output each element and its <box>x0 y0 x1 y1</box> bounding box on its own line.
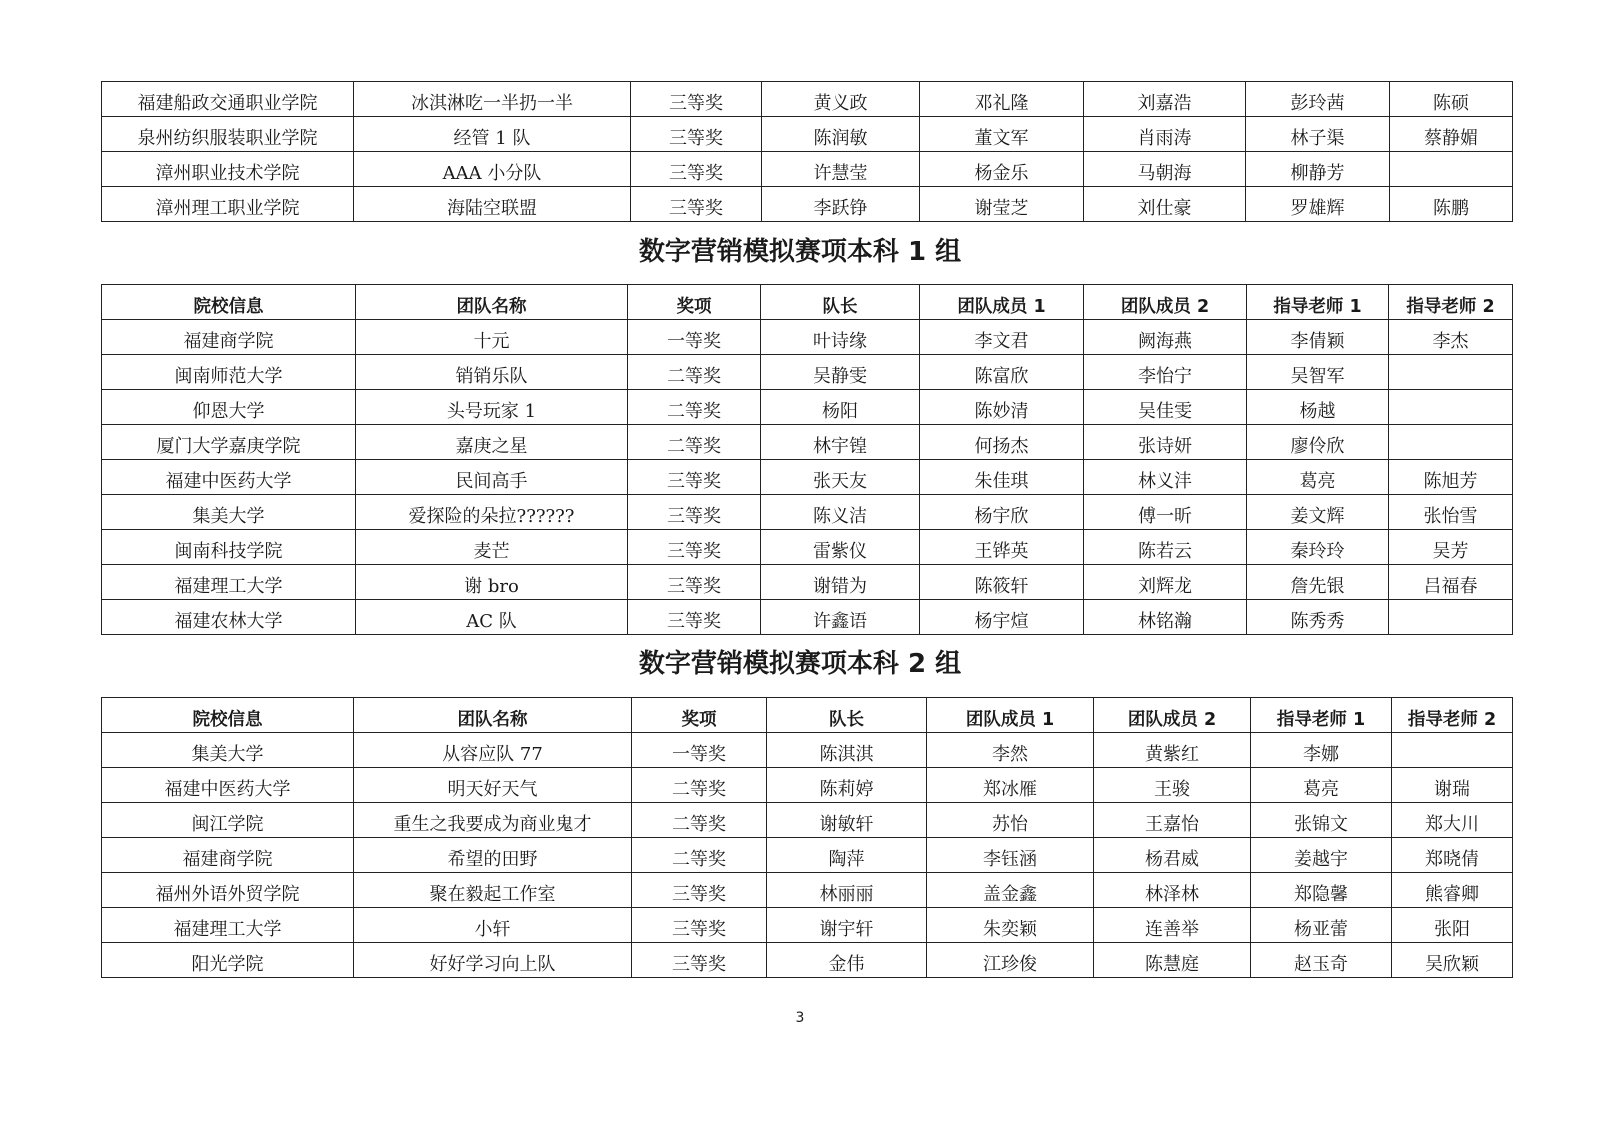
table-cell: 希望的田野 <box>354 838 632 873</box>
table-cell: 廖伶欣 <box>1247 425 1389 460</box>
column-header: 团队名称 <box>354 698 632 733</box>
table-cell: 陈义洁 <box>761 495 920 530</box>
table-cell: 江珍俊 <box>927 943 1094 978</box>
table-cell: 陈旭芳 <box>1389 460 1513 495</box>
table-cell: 何扬杰 <box>920 425 1084 460</box>
table-cell: 罗雄辉 <box>1246 187 1390 222</box>
table-cell: 杨金乐 <box>920 152 1084 187</box>
table-row <box>102 803 1513 838</box>
table-cell: 福建农林大学 <box>102 600 356 635</box>
table-cell: 三等奖 <box>628 460 761 495</box>
column-header: 奖项 <box>632 698 767 733</box>
table-cell: 蔡静媚 <box>1390 117 1513 152</box>
table-cell: 叶诗缘 <box>761 320 920 355</box>
table-cell: 一等奖 <box>632 733 767 768</box>
table-cell: 阙海燕 <box>1084 320 1247 355</box>
table-cell: 杨宇煊 <box>920 600 1084 635</box>
table-cell: 谢宇轩 <box>767 908 927 943</box>
table-cell: 仰恩大学 <box>102 390 356 425</box>
table-cell: 福建中医药大学 <box>102 768 354 803</box>
table-cell: 三等奖 <box>631 82 762 117</box>
table-cell: 张天友 <box>761 460 920 495</box>
table-cell: 吴芳 <box>1389 530 1513 565</box>
table-cell: 葛亮 <box>1251 768 1392 803</box>
table-cell: 二等奖 <box>628 355 761 390</box>
table-cell <box>1389 390 1513 425</box>
table-cell: 从容应队 77 <box>354 733 632 768</box>
table-cell: 林丽丽 <box>767 873 927 908</box>
table-body <box>102 733 1513 978</box>
table-cell: 三等奖 <box>632 943 767 978</box>
table-cell: 张锦文 <box>1251 803 1392 838</box>
column-header: 院校信息 <box>102 698 354 733</box>
table-cell: 三等奖 <box>628 495 761 530</box>
table-cell: 三等奖 <box>628 565 761 600</box>
table-row <box>102 838 1513 873</box>
table-cell: 陈筱轩 <box>920 565 1084 600</box>
column-header: 指导老师 2 <box>1392 698 1513 733</box>
table-cell: 闽南科技学院 <box>102 530 356 565</box>
table-cell: 陈硕 <box>1390 82 1513 117</box>
table-cell: 陈淇淇 <box>767 733 927 768</box>
table-row <box>102 908 1513 943</box>
table-cell: 李钰涵 <box>927 838 1094 873</box>
table-cell: 刘嘉浩 <box>1084 82 1246 117</box>
table-row <box>102 82 1513 117</box>
table-cell: 二等奖 <box>632 803 767 838</box>
table-cell: 一等奖 <box>628 320 761 355</box>
table-cell: 谢莹芝 <box>920 187 1084 222</box>
table-cell: 苏怡 <box>927 803 1094 838</box>
table-row <box>102 187 1513 222</box>
table-cell: 闽南师范大学 <box>102 355 356 390</box>
header-row <box>102 698 1513 733</box>
table-cell: 黄紫红 <box>1094 733 1251 768</box>
table-cell: 集美大学 <box>102 733 354 768</box>
table-cell: 金伟 <box>767 943 927 978</box>
table-cell: 小轩 <box>354 908 632 943</box>
table-cell: 销销乐队 <box>356 355 628 390</box>
page-number: 3 <box>795 1010 805 1026</box>
table-cell: 吴欣颖 <box>1392 943 1513 978</box>
table-cell: 王骏 <box>1094 768 1251 803</box>
table-cell: 张怡雪 <box>1389 495 1513 530</box>
table-row <box>102 425 1513 460</box>
table-cell: 郑隐馨 <box>1251 873 1392 908</box>
table-cell: 三等奖 <box>632 908 767 943</box>
table-cell: 集美大学 <box>102 495 356 530</box>
table-cell: 吴静雯 <box>761 355 920 390</box>
table-cell: 李跃铮 <box>762 187 920 222</box>
column-header: 队长 <box>767 698 927 733</box>
table-cell: 谢 bro <box>356 565 628 600</box>
table-cell: 陈秀秀 <box>1247 600 1389 635</box>
table-row <box>102 768 1513 803</box>
table-cell <box>1392 733 1513 768</box>
table-cell: 海陆空联盟 <box>354 187 631 222</box>
table-cell: 肖雨涛 <box>1084 117 1246 152</box>
table-cell: 吕福春 <box>1389 565 1513 600</box>
table-row <box>102 733 1513 768</box>
table-row <box>102 320 1513 355</box>
table-cell: 杨君威 <box>1094 838 1251 873</box>
table-cell: 葛亮 <box>1247 460 1389 495</box>
table-cell: 赵玉奇 <box>1251 943 1392 978</box>
table-cell: 李倩颖 <box>1247 320 1389 355</box>
table-cell: 吴智军 <box>1247 355 1389 390</box>
header-row <box>102 285 1513 320</box>
table-cell: 三等奖 <box>631 152 762 187</box>
table-cell: 傅一昕 <box>1084 495 1247 530</box>
table-cell: 三等奖 <box>631 117 762 152</box>
table-cell: 詹先银 <box>1247 565 1389 600</box>
table-cell: 李怡宁 <box>1084 355 1247 390</box>
table-row <box>102 600 1513 635</box>
table-cell: 厦门大学嘉庚学院 <box>102 425 356 460</box>
table-cell: 好好学习向上队 <box>354 943 632 978</box>
table-cell: 郑晓倩 <box>1392 838 1513 873</box>
table-cell: 杨阳 <box>761 390 920 425</box>
table-header <box>102 698 1513 733</box>
table-cell: 冰淇淋吃一半扔一半 <box>354 82 631 117</box>
table-cell: 明天好天气 <box>354 768 632 803</box>
table-cell: 福建商学院 <box>102 320 356 355</box>
table-row <box>102 565 1513 600</box>
table-cell: 李娜 <box>1251 733 1392 768</box>
table-cell: 谢瑞 <box>1392 768 1513 803</box>
table-cell: 二等奖 <box>628 425 761 460</box>
table-cell: 麦芒 <box>356 530 628 565</box>
table-cell: 刘仕豪 <box>1084 187 1246 222</box>
table-cell: 邓礼隆 <box>920 82 1084 117</box>
table-cell: 三等奖 <box>628 600 761 635</box>
table-cell: 林子渠 <box>1246 117 1390 152</box>
table-cell: 林宇锽 <box>761 425 920 460</box>
table-cell: 聚在毅起工作室 <box>354 873 632 908</box>
table-row <box>102 390 1513 425</box>
table-cell: 漳州理工职业学院 <box>102 187 354 222</box>
table-cell: 杨亚蕾 <box>1251 908 1392 943</box>
table-cell: 熊睿卿 <box>1392 873 1513 908</box>
column-header: 指导老师 1 <box>1247 285 1389 320</box>
table-cell: 李杰 <box>1389 320 1513 355</box>
table-row <box>102 117 1513 152</box>
table-cell: 李文君 <box>920 320 1084 355</box>
column-header: 团队成员 1 <box>927 698 1094 733</box>
table-cell: 朱佳琪 <box>920 460 1084 495</box>
table-body <box>102 82 1513 222</box>
table-cell: 二等奖 <box>632 768 767 803</box>
table-cell: 嘉庚之星 <box>356 425 628 460</box>
table-cell: 林义沣 <box>1084 460 1247 495</box>
table-cell: 福建中医药大学 <box>102 460 356 495</box>
table-cell: 经管 1 队 <box>354 117 631 152</box>
table-row <box>102 152 1513 187</box>
table-cell: 彭玲茜 <box>1246 82 1390 117</box>
table-cell: 福州外语外贸学院 <box>102 873 354 908</box>
column-header: 指导老师 2 <box>1389 285 1513 320</box>
table-row <box>102 355 1513 390</box>
awards-table-group2 <box>101 697 1513 978</box>
table-cell: AC 队 <box>356 600 628 635</box>
table-cell: 福建理工大学 <box>102 565 356 600</box>
table-body <box>102 320 1513 635</box>
table-cell: 二等奖 <box>628 390 761 425</box>
table-row <box>102 873 1513 908</box>
table-cell: 泉州纺织服装职业学院 <box>102 117 354 152</box>
table-cell: 董文军 <box>920 117 1084 152</box>
column-header: 奖项 <box>628 285 761 320</box>
table-cell: 张诗妍 <box>1084 425 1247 460</box>
table-cell: 柳静芳 <box>1246 152 1390 187</box>
table-cell: 李然 <box>927 733 1094 768</box>
table-cell: 刘辉龙 <box>1084 565 1247 600</box>
table-cell: 马朝海 <box>1084 152 1246 187</box>
table-cell: 黄义政 <box>762 82 920 117</box>
table-cell: 福建船政交通职业学院 <box>102 82 354 117</box>
table-cell: 许慧莹 <box>762 152 920 187</box>
table-cell: 漳州职业技术学院 <box>102 152 354 187</box>
table-cell: 雷紫仪 <box>761 530 920 565</box>
table-cell: 姜越宇 <box>1251 838 1392 873</box>
table-cell: 盖金鑫 <box>927 873 1094 908</box>
column-header: 队长 <box>761 285 920 320</box>
table-cell: 杨越 <box>1247 390 1389 425</box>
column-header: 团队成员 1 <box>920 285 1084 320</box>
table-cell: 许鑫语 <box>761 600 920 635</box>
table-row <box>102 943 1513 978</box>
table-cell: 头号玩家 1 <box>356 390 628 425</box>
table-cell: 二等奖 <box>632 838 767 873</box>
column-header: 团队成员 2 <box>1084 285 1247 320</box>
table-cell: 民间高手 <box>356 460 628 495</box>
table-cell <box>1389 355 1513 390</box>
table-row <box>102 460 1513 495</box>
section-title-group1: 数字营销模拟赛项本科 1 组 <box>638 237 962 267</box>
table-cell <box>1389 600 1513 635</box>
table-cell: 陈润敏 <box>762 117 920 152</box>
table-cell: 郑冰雁 <box>927 768 1094 803</box>
table-header <box>102 285 1513 320</box>
table-cell: 郑大川 <box>1392 803 1513 838</box>
table-cell: 吴佳雯 <box>1084 390 1247 425</box>
table-cell: 三等奖 <box>632 873 767 908</box>
table-cell: 重生之我要成为商业鬼才 <box>354 803 632 838</box>
table-cell: 谢敏轩 <box>767 803 927 838</box>
table-cell: 秦玲玲 <box>1247 530 1389 565</box>
table-cell: 陶萍 <box>767 838 927 873</box>
table-cell: 福建商学院 <box>102 838 354 873</box>
table-cell: 姜文辉 <box>1247 495 1389 530</box>
table-cell: 陈妙清 <box>920 390 1084 425</box>
table-cell: 谢错为 <box>761 565 920 600</box>
table-cell: 陈慧庭 <box>1094 943 1251 978</box>
table-cell: 阳光学院 <box>102 943 354 978</box>
table-cell: 杨宇欣 <box>920 495 1084 530</box>
table-cell: AAA 小分队 <box>354 152 631 187</box>
awards-table-continued <box>101 81 1513 222</box>
awards-table-group1 <box>101 284 1513 635</box>
table-cell: 张阳 <box>1392 908 1513 943</box>
section-title-group2: 数字营销模拟赛项本科 2 组 <box>638 649 962 679</box>
table-row <box>102 530 1513 565</box>
table-cell: 陈鹏 <box>1390 187 1513 222</box>
table-cell: 爱探险的朵拉?????? <box>356 495 628 530</box>
table-cell: 三等奖 <box>628 530 761 565</box>
table-cell: 王铧英 <box>920 530 1084 565</box>
column-header: 院校信息 <box>102 285 356 320</box>
table-cell <box>1389 425 1513 460</box>
table-cell: 十元 <box>356 320 628 355</box>
column-header: 团队名称 <box>356 285 628 320</box>
table-cell: 陈富欣 <box>920 355 1084 390</box>
table-cell: 闽江学院 <box>102 803 354 838</box>
table-row <box>102 495 1513 530</box>
table-cell: 三等奖 <box>631 187 762 222</box>
table-cell: 福建理工大学 <box>102 908 354 943</box>
table-cell: 王嘉怡 <box>1094 803 1251 838</box>
table-cell: 连善举 <box>1094 908 1251 943</box>
table-cell: 陈若云 <box>1084 530 1247 565</box>
column-header: 团队成员 2 <box>1094 698 1251 733</box>
table-cell: 林泽林 <box>1094 873 1251 908</box>
column-header: 指导老师 1 <box>1251 698 1392 733</box>
table-cell: 林铭瀚 <box>1084 600 1247 635</box>
table-cell: 朱奕颖 <box>927 908 1094 943</box>
table-cell: 陈莉婷 <box>767 768 927 803</box>
table-cell <box>1390 152 1513 187</box>
